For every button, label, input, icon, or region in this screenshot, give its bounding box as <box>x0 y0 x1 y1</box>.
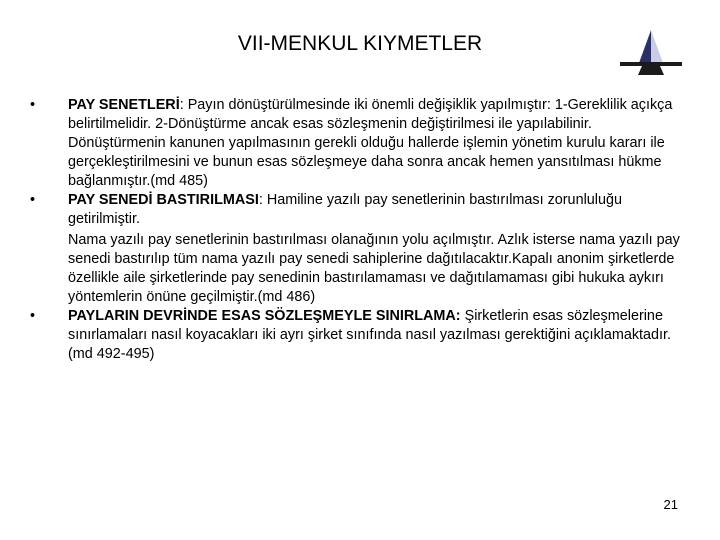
item-text: : Payın dönüştürülmesinde iki önemli değişiklik yapılmıştır: 1-Gereklilik açıkça belirtilmelidir. 2-Dönüştürme ancak esas sözleşmenin değiştirilmesi ile yapılabilinir. <box>68 97 673 132</box>
logo-beam <box>620 62 682 66</box>
item-heading: PAY SENETLERİ <box>68 97 180 113</box>
bullet-list <box>30 96 682 364</box>
logo-triangle-dark <box>639 30 651 63</box>
page-number: 21 <box>663 497 678 512</box>
item-paragraph <box>68 307 682 364</box>
item-text: Şirketlerin esas sözleşmelerine sınırlamaları nasıl koyacakları iki ayrı şirket sınıfında nasıl yazılması gerektiğini açıklamaktadır.(md 492-495) <box>68 308 672 362</box>
list-item <box>30 191 682 307</box>
bullet-marker: • <box>30 192 36 208</box>
item-extra-paragraph: Dönüştürmenin kanunen yapılmasının gerekli olduğu hallerde işlemin yönetim kurulu kararı ile gerçekleştirilmesini ve bunun esas sözleşmeye daha sonra ancak hemen yansıtılması hükme bağlanmıştır.(md 485) <box>68 135 665 189</box>
item-paragraph <box>68 96 682 134</box>
item-paragraph <box>68 191 682 229</box>
item-extra-paragraph: Nama yazılı pay senetlerinin bastırılması olanağının yolu açılmıştır. Azlık isterse nama yazılı pay senedi bastırılıp tüm nama yazılı pay senedi sahiplerine dağıtılacaktır.Kapalı anonim şirketlerde özellikle aile şirketlerinde pay senedinin bastırılamaması ve dağıtılamaması gibi hukuka aykırı yöntemlerin önüne geçilmiştir.(md 486) <box>68 232 680 305</box>
bullet-marker: • <box>30 97 36 113</box>
item-heading: PAY SENEDİ BASTIRILMASI <box>68 192 259 208</box>
page-title: VII-MENKUL KIYMETLER <box>237 32 483 55</box>
item-heading: PAYLARIN DEVRİNDE ESAS SÖZLEŞMEYLE SINIRLAMA: <box>68 308 461 324</box>
list-item <box>30 96 682 191</box>
logo-triangle-light <box>651 30 663 63</box>
balance-scale-logo-icon <box>620 26 682 82</box>
logo-base <box>638 66 664 75</box>
item-text: : Hamiline yazılı pay senetlerinin bastırılması zorunluluğu getirilmiştir. <box>68 192 622 227</box>
bullet-marker: • <box>30 308 36 324</box>
list-item <box>30 307 682 364</box>
